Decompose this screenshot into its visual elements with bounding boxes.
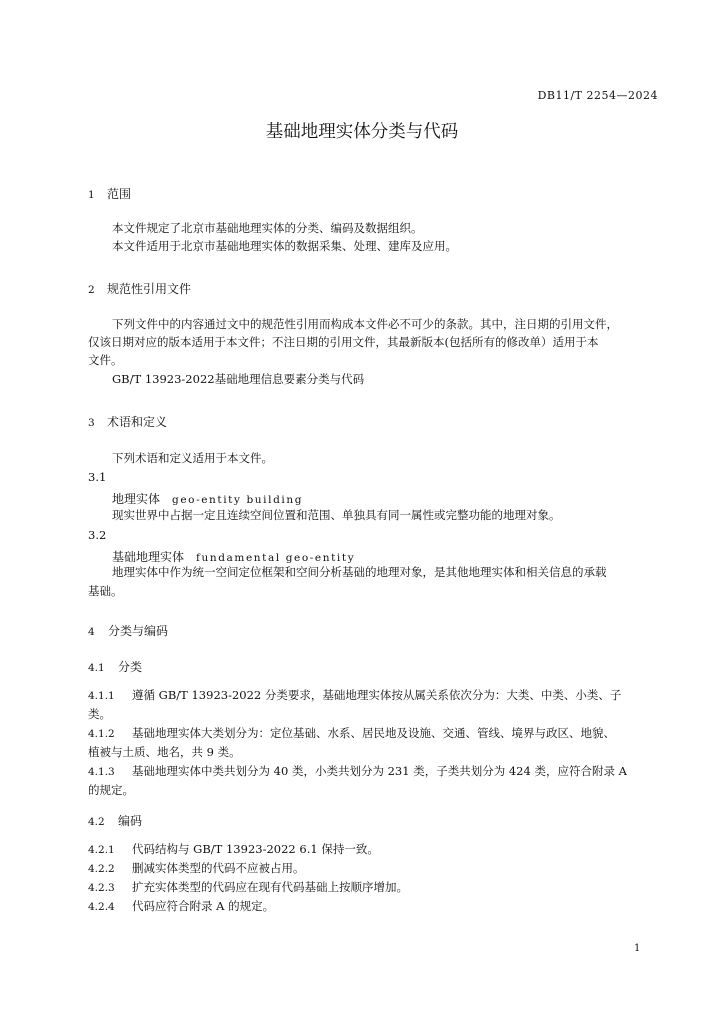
clause-number: 4.1.3 — [88, 766, 115, 778]
clause-text: 代码结构与 GB/T 13923-2022 6.1 保持一致。 — [132, 842, 379, 856]
paragraph: 下列术语和定义适用于本文件。 — [112, 451, 273, 465]
clause-text: 基础地理实体中类共划分为 40 类，小类共划分为 231 类，子类共划分为 424 类，应符合附录 A — [132, 764, 627, 778]
subsection-title: 编码 — [118, 814, 143, 828]
normative-reference: GB/T 13923-2022基础地理信息要素分类与代码 — [112, 372, 365, 386]
section-number: 1 — [88, 189, 95, 201]
paragraph-line: 仅该日期对应的版本适用于本文件；不注日期的引用文件，其最新版本(包括所有的修改单）适用于本 — [88, 335, 599, 349]
term-chinese: 地理实体 — [112, 492, 161, 506]
clause — [88, 860, 305, 876]
clause-text: 代码应符合附录 A 的规定。 — [132, 899, 275, 913]
term-entry — [112, 546, 355, 565]
document-title: 基础地理实体分类与代码 — [265, 122, 459, 142]
subsection-4-2-heading — [88, 812, 142, 829]
paragraph-line: 文件。 — [88, 353, 123, 367]
clause-number: 4.1.1 — [88, 690, 115, 702]
term-number: 3.2 — [88, 528, 107, 542]
clause-text: 遵循 GB/T 13923-2022 分类要求，基础地理实体按从属关系依次分为：大类、中类、小类、子 — [132, 688, 622, 702]
section-4-heading — [88, 622, 168, 639]
clause-continuation: 的规定。 — [88, 783, 134, 797]
subsection-number: 4.1 — [88, 662, 105, 674]
term-english: fundamental geo-entity — [196, 552, 356, 564]
section-title: 术语和定义 — [107, 415, 168, 429]
section-2-heading — [88, 280, 191, 297]
section-3-heading — [88, 413, 167, 430]
term-definition: 基础。 — [88, 584, 123, 598]
clause-number: 4.2.3 — [88, 882, 115, 894]
term-english: geo-entity building — [172, 494, 304, 506]
clause-continuation: 植被与土质、地名，共 9 类。 — [88, 745, 241, 759]
standard-code: DB11/T 2254—2024 — [537, 89, 658, 102]
section-title: 分类与编码 — [108, 624, 169, 638]
clause-number: 4.1.2 — [88, 728, 115, 740]
clause-text: 扩充实体类型的代码应在现有代码基础上按顺序增加。 — [132, 880, 408, 894]
term-number: 3.1 — [88, 470, 107, 484]
section-title: 范围 — [107, 187, 132, 201]
clause — [88, 879, 408, 895]
clause-number: 4.2.4 — [88, 901, 115, 913]
term-entry — [112, 488, 303, 507]
subsection-number: 4.2 — [88, 816, 105, 828]
subsection-title: 分类 — [118, 660, 143, 674]
section-number: 4 — [88, 626, 95, 638]
page-number: 1 — [634, 943, 641, 954]
section-number: 2 — [88, 284, 95, 296]
clause-text: 基础地理实体大类划分为：定位基础、水系、居民地及设施、交通、管线、境界与政区、地貌、 — [132, 726, 615, 740]
clause-number: 4.2.1 — [88, 844, 115, 856]
clause-number: 4.2.2 — [88, 863, 115, 875]
paragraph: 本文件规定了北京市基础地理实体的分类、编码及数据组织。 — [112, 221, 423, 235]
clause — [88, 898, 274, 914]
clause-continuation: 类。 — [88, 707, 111, 721]
paragraph-line: 下列文件中的内容通过文中的规范性引用而构成本文件必不可少的条款。其中，注日期的引用文件， — [112, 317, 618, 331]
term-chinese: 基础地理实体 — [112, 550, 185, 564]
term-definition: 地理实体中作为统一空间定位框架和空间分析基础的地理对象，是其他地理实体和相关信息的承载 — [112, 565, 607, 579]
clause-text: 删减实体类型的代码不应被占用。 — [132, 861, 305, 875]
term-definition: 现实世界中占据一定且连续空间位置和范围、单独具有同一属性或完整功能的地理对象。 — [112, 508, 561, 522]
clause — [88, 763, 627, 779]
clause — [88, 725, 615, 741]
section-1-heading — [88, 185, 131, 202]
paragraph: 本文件适用于北京市基础地理实体的数据采集、处理、建库及应用。 — [112, 239, 457, 253]
section-title: 规范性引用文件 — [107, 282, 192, 296]
clause — [88, 687, 621, 703]
subsection-4-1-heading — [88, 658, 142, 675]
section-number: 3 — [88, 417, 95, 429]
clause — [88, 841, 379, 857]
